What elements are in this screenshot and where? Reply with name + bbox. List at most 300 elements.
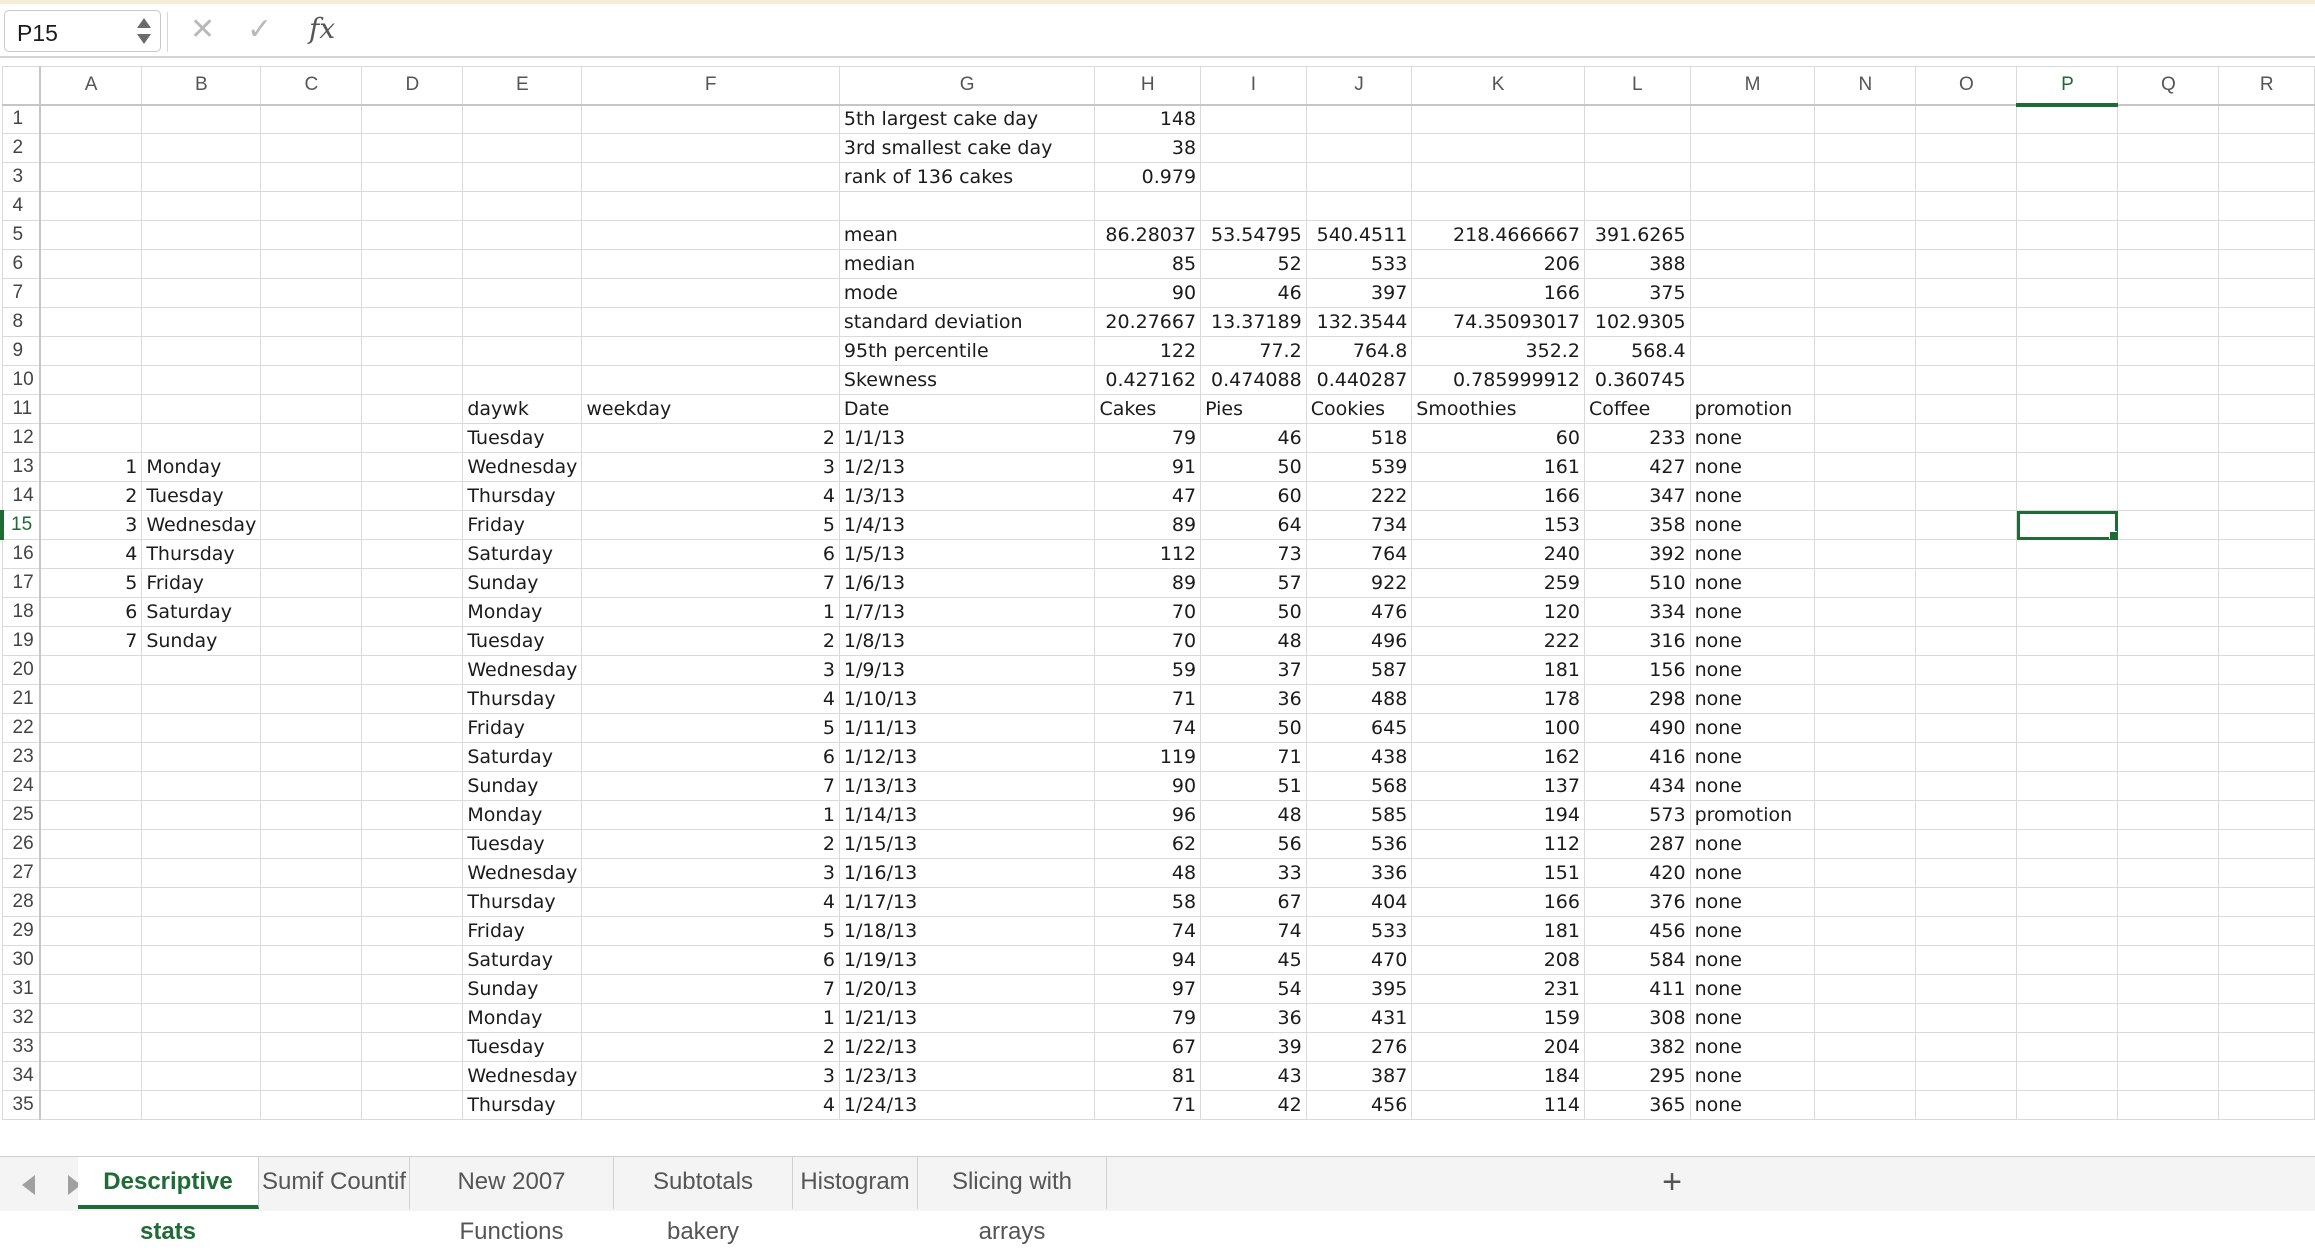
cell-f26[interactable]: 2 <box>582 830 840 859</box>
cell-d8[interactable] <box>362 308 463 337</box>
row-header[interactable]: 8 <box>2 308 40 337</box>
cell-a25[interactable] <box>40 801 142 830</box>
cell-r11[interactable] <box>2219 395 2315 424</box>
cell-d27[interactable] <box>362 859 463 888</box>
cell-g20[interactable]: 1/9/13 <box>839 656 1095 685</box>
cell-h5[interactable]: 86.28037 <box>1095 221 1201 250</box>
cell-c21[interactable] <box>261 685 362 714</box>
cell-q24[interactable] <box>2118 772 2219 801</box>
cell-e23[interactable]: Saturday <box>463 743 582 772</box>
cell-l35[interactable]: 365 <box>1584 1091 1690 1120</box>
cell-p28[interactable] <box>2017 888 2118 917</box>
cell-d28[interactable] <box>362 888 463 917</box>
cell-k18[interactable]: 120 <box>1412 598 1585 627</box>
cell-r21[interactable] <box>2219 685 2315 714</box>
cell-e35[interactable]: Thursday <box>463 1091 582 1120</box>
cell-b23[interactable] <box>142 743 261 772</box>
cell-j7[interactable]: 397 <box>1306 279 1412 308</box>
cell-l31[interactable]: 411 <box>1584 975 1690 1004</box>
cell-d15[interactable] <box>362 511 463 540</box>
cell-b13[interactable]: Monday <box>142 453 261 482</box>
cell-d12[interactable] <box>362 424 463 453</box>
cell-l21[interactable]: 298 <box>1584 685 1690 714</box>
cell-n3[interactable] <box>1815 163 1916 192</box>
cell-b5[interactable] <box>142 221 261 250</box>
cell-k9[interactable]: 352.2 <box>1412 337 1585 366</box>
cell-e18[interactable]: Monday <box>463 598 582 627</box>
cell-c27[interactable] <box>261 859 362 888</box>
row-header[interactable]: 15 <box>2 511 40 540</box>
cell-a16[interactable]: 4 <box>40 540 142 569</box>
cell-d32[interactable] <box>362 1004 463 1033</box>
cell-n6[interactable] <box>1815 250 1916 279</box>
cell-r14[interactable] <box>2219 482 2315 511</box>
cell-l22[interactable]: 490 <box>1584 714 1690 743</box>
cell-k15[interactable]: 153 <box>1412 511 1585 540</box>
cell-c13[interactable] <box>261 453 362 482</box>
cell-q17[interactable] <box>2118 569 2219 598</box>
cell-c18[interactable] <box>261 598 362 627</box>
cell-c20[interactable] <box>261 656 362 685</box>
cell-o6[interactable] <box>1916 250 2017 279</box>
cell-k10[interactable]: 0.785999912 <box>1412 366 1585 395</box>
cell-h35[interactable]: 71 <box>1095 1091 1201 1120</box>
cell-g25[interactable]: 1/14/13 <box>839 801 1095 830</box>
cell-f4[interactable] <box>582 192 840 221</box>
cell-l28[interactable]: 376 <box>1584 888 1690 917</box>
cell-g1[interactable]: 5th largest cake day <box>839 105 1095 134</box>
cell-o19[interactable] <box>1916 627 2017 656</box>
fx-icon[interactable]: fx <box>309 12 336 45</box>
cell-c33[interactable] <box>261 1033 362 1062</box>
cell-i28[interactable]: 67 <box>1201 888 1307 917</box>
cell-f19[interactable]: 2 <box>582 627 840 656</box>
cell-m8[interactable] <box>1690 308 1815 337</box>
cell-h6[interactable]: 85 <box>1095 250 1201 279</box>
cell-n2[interactable] <box>1815 134 1916 163</box>
cell-a6[interactable] <box>40 250 142 279</box>
cell-p3[interactable] <box>2017 163 2118 192</box>
row-header[interactable]: 31 <box>2 975 40 1004</box>
cell-i4[interactable] <box>1201 192 1307 221</box>
cell-a10[interactable] <box>40 366 142 395</box>
cell-m29[interactable]: none <box>1690 917 1815 946</box>
name-box[interactable] <box>4 10 161 52</box>
cell-f7[interactable] <box>582 279 840 308</box>
row-header[interactable]: 25 <box>2 801 40 830</box>
cancel-icon[interactable]: ✕ <box>190 13 216 46</box>
cell-e19[interactable]: Tuesday <box>463 627 582 656</box>
cell-l12[interactable]: 233 <box>1584 424 1690 453</box>
cell-h10[interactable]: 0.427162 <box>1095 366 1201 395</box>
cell-i18[interactable]: 50 <box>1201 598 1307 627</box>
cell-l27[interactable]: 420 <box>1584 859 1690 888</box>
cell-m20[interactable]: none <box>1690 656 1815 685</box>
cell-q15[interactable] <box>2118 511 2219 540</box>
cell-a18[interactable]: 6 <box>40 598 142 627</box>
cell-f29[interactable]: 5 <box>582 917 840 946</box>
cell-c2[interactable] <box>261 134 362 163</box>
cell-h33[interactable]: 67 <box>1095 1033 1201 1062</box>
cell-p25[interactable] <box>2017 801 2118 830</box>
cell-h13[interactable]: 91 <box>1095 453 1201 482</box>
cell-j27[interactable]: 336 <box>1306 859 1412 888</box>
cell-h9[interactable]: 122 <box>1095 337 1201 366</box>
cell-p7[interactable] <box>2017 279 2118 308</box>
cell-i11[interactable]: Pies <box>1201 395 1307 424</box>
cell-n26[interactable] <box>1815 830 1916 859</box>
cell-j4[interactable] <box>1306 192 1412 221</box>
cell-n10[interactable] <box>1815 366 1916 395</box>
cell-i8[interactable]: 13.37189 <box>1201 308 1307 337</box>
cell-r19[interactable] <box>2219 627 2315 656</box>
cell-g22[interactable]: 1/11/13 <box>839 714 1095 743</box>
cell-a27[interactable] <box>40 859 142 888</box>
cell-k19[interactable]: 222 <box>1412 627 1585 656</box>
cell-f13[interactable]: 3 <box>582 453 840 482</box>
cell-i9[interactable]: 77.2 <box>1201 337 1307 366</box>
cell-a21[interactable] <box>40 685 142 714</box>
name-box-stepper[interactable] <box>136 14 152 48</box>
cell-i12[interactable]: 46 <box>1201 424 1307 453</box>
cell-f20[interactable]: 3 <box>582 656 840 685</box>
cell-b31[interactable] <box>142 975 261 1004</box>
cell-f11[interactable]: weekday <box>582 395 840 424</box>
cell-r9[interactable] <box>2219 337 2315 366</box>
cell-l32[interactable]: 308 <box>1584 1004 1690 1033</box>
cell-r33[interactable] <box>2219 1033 2315 1062</box>
cell-f24[interactable]: 7 <box>582 772 840 801</box>
cell-d19[interactable] <box>362 627 463 656</box>
cell-l30[interactable]: 584 <box>1584 946 1690 975</box>
cell-o34[interactable] <box>1916 1062 2017 1091</box>
cell-d13[interactable] <box>362 453 463 482</box>
cell-r12[interactable] <box>2219 424 2315 453</box>
cell-q33[interactable] <box>2118 1033 2219 1062</box>
cell-r4[interactable] <box>2219 192 2315 221</box>
cell-c1[interactable] <box>261 105 362 134</box>
cell-h23[interactable]: 119 <box>1095 743 1201 772</box>
cell-p31[interactable] <box>2017 975 2118 1004</box>
cell-i34[interactable]: 43 <box>1201 1062 1307 1091</box>
cell-j35[interactable]: 456 <box>1306 1091 1412 1120</box>
cell-h27[interactable]: 48 <box>1095 859 1201 888</box>
cell-m3[interactable] <box>1690 163 1815 192</box>
row-header[interactable]: 26 <box>2 830 40 859</box>
cell-a34[interactable] <box>40 1062 142 1091</box>
cell-j12[interactable]: 518 <box>1306 424 1412 453</box>
tab-histogram[interactable]: Histogram <box>793 1157 918 1209</box>
cell-n1[interactable] <box>1815 105 1916 134</box>
cell-i7[interactable]: 46 <box>1201 279 1307 308</box>
cell-k24[interactable]: 137 <box>1412 772 1585 801</box>
cell-b14[interactable]: Tuesday <box>142 482 261 511</box>
cell-m5[interactable] <box>1690 221 1815 250</box>
cell-l2[interactable] <box>1584 134 1690 163</box>
cell-a17[interactable]: 5 <box>40 569 142 598</box>
cell-p33[interactable] <box>2017 1033 2118 1062</box>
cell-g11[interactable]: Date <box>839 395 1095 424</box>
cell-a5[interactable] <box>40 221 142 250</box>
cell-e3[interactable] <box>463 163 582 192</box>
cell-j33[interactable]: 276 <box>1306 1033 1412 1062</box>
cell-i3[interactable] <box>1201 163 1307 192</box>
cell-p1[interactable] <box>2017 105 2118 134</box>
cell-h15[interactable]: 89 <box>1095 511 1201 540</box>
tab-subtotals-bakery[interactable]: Subtotals bakery <box>614 1157 793 1209</box>
cell-d2[interactable] <box>362 134 463 163</box>
cell-d10[interactable] <box>362 366 463 395</box>
cell-c11[interactable] <box>261 395 362 424</box>
cell-e33[interactable]: Tuesday <box>463 1033 582 1062</box>
cell-c12[interactable] <box>261 424 362 453</box>
cell-g10[interactable]: Skewness <box>839 366 1095 395</box>
cell-f3[interactable] <box>582 163 840 192</box>
cell-j26[interactable]: 536 <box>1306 830 1412 859</box>
tab-slicing-with-arrays[interactable]: Slicing with arrays <box>918 1157 1107 1209</box>
row-header[interactable]: 28 <box>2 888 40 917</box>
cell-l23[interactable]: 416 <box>1584 743 1690 772</box>
cell-k22[interactable]: 100 <box>1412 714 1585 743</box>
cell-f28[interactable]: 4 <box>582 888 840 917</box>
cell-d29[interactable] <box>362 917 463 946</box>
formula-input[interactable] <box>352 12 2296 54</box>
cell-e2[interactable] <box>463 134 582 163</box>
cell-o30[interactable] <box>1916 946 2017 975</box>
cell-n19[interactable] <box>1815 627 1916 656</box>
cell-l33[interactable]: 382 <box>1584 1033 1690 1062</box>
cell-e10[interactable] <box>463 366 582 395</box>
cell-b34[interactable] <box>142 1062 261 1091</box>
cell-i29[interactable]: 74 <box>1201 917 1307 946</box>
cell-r13[interactable] <box>2219 453 2315 482</box>
cell-d6[interactable] <box>362 250 463 279</box>
cell-q18[interactable] <box>2118 598 2219 627</box>
cell-p29[interactable] <box>2017 917 2118 946</box>
cell-d24[interactable] <box>362 772 463 801</box>
cell-c25[interactable] <box>261 801 362 830</box>
cell-j15[interactable]: 734 <box>1306 511 1412 540</box>
column-header-p[interactable]: P <box>2017 67 2118 105</box>
cell-i14[interactable]: 60 <box>1201 482 1307 511</box>
cell-a9[interactable] <box>40 337 142 366</box>
cell-b29[interactable] <box>142 917 261 946</box>
cell-q6[interactable] <box>2118 250 2219 279</box>
cell-r15[interactable] <box>2219 511 2315 540</box>
column-header-r[interactable]: R <box>2219 67 2315 105</box>
cell-g27[interactable]: 1/16/13 <box>839 859 1095 888</box>
cell-f18[interactable]: 1 <box>582 598 840 627</box>
cell-f14[interactable]: 4 <box>582 482 840 511</box>
cell-i23[interactable]: 71 <box>1201 743 1307 772</box>
cell-f2[interactable] <box>582 134 840 163</box>
cell-n7[interactable] <box>1815 279 1916 308</box>
cell-r26[interactable] <box>2219 830 2315 859</box>
cell-m11[interactable]: promotion <box>1690 395 1815 424</box>
cell-a2[interactable] <box>40 134 142 163</box>
cell-o28[interactable] <box>1916 888 2017 917</box>
cell-p10[interactable] <box>2017 366 2118 395</box>
cell-f35[interactable]: 4 <box>582 1091 840 1120</box>
cell-h22[interactable]: 74 <box>1095 714 1201 743</box>
cell-d23[interactable] <box>362 743 463 772</box>
cell-c15[interactable] <box>261 511 362 540</box>
cell-r32[interactable] <box>2219 1004 2315 1033</box>
cell-k7[interactable]: 166 <box>1412 279 1585 308</box>
cell-b17[interactable]: Friday <box>142 569 261 598</box>
cell-l14[interactable]: 347 <box>1584 482 1690 511</box>
cell-n32[interactable] <box>1815 1004 1916 1033</box>
cell-a33[interactable] <box>40 1033 142 1062</box>
cell-h30[interactable]: 94 <box>1095 946 1201 975</box>
cell-h28[interactable]: 58 <box>1095 888 1201 917</box>
cell-f1[interactable] <box>582 105 840 134</box>
cell-a20[interactable] <box>40 656 142 685</box>
cell-p32[interactable] <box>2017 1004 2118 1033</box>
cell-q32[interactable] <box>2118 1004 2219 1033</box>
cell-k5[interactable]: 218.4666667 <box>1412 221 1585 250</box>
row-header[interactable]: 12 <box>2 424 40 453</box>
cell-m21[interactable]: none <box>1690 685 1815 714</box>
cell-r18[interactable] <box>2219 598 2315 627</box>
cell-e34[interactable]: Wednesday <box>463 1062 582 1091</box>
cell-k3[interactable] <box>1412 163 1585 192</box>
cell-p23[interactable] <box>2017 743 2118 772</box>
cell-i15[interactable]: 64 <box>1201 511 1307 540</box>
cell-j16[interactable]: 764 <box>1306 540 1412 569</box>
cell-c5[interactable] <box>261 221 362 250</box>
row-header[interactable]: 1 <box>2 105 40 134</box>
cell-a30[interactable] <box>40 946 142 975</box>
cell-e28[interactable]: Thursday <box>463 888 582 917</box>
cell-b25[interactable] <box>142 801 261 830</box>
cell-d35[interactable] <box>362 1091 463 1120</box>
cell-q14[interactable] <box>2118 482 2219 511</box>
cell-b28[interactable] <box>142 888 261 917</box>
cell-d4[interactable] <box>362 192 463 221</box>
cell-o3[interactable] <box>1916 163 2017 192</box>
cell-f6[interactable] <box>582 250 840 279</box>
cell-p11[interactable] <box>2017 395 2118 424</box>
cell-q23[interactable] <box>2118 743 2219 772</box>
cell-g6[interactable]: median <box>839 250 1095 279</box>
row-header[interactable]: 9 <box>2 337 40 366</box>
tab-sumif-countif[interactable]: Sumif Countif <box>259 1157 410 1209</box>
cell-b10[interactable] <box>142 366 261 395</box>
cell-q20[interactable] <box>2118 656 2219 685</box>
row-header[interactable]: 29 <box>2 917 40 946</box>
cell-b15[interactable]: Wednesday <box>142 511 261 540</box>
cell-p34[interactable] <box>2017 1062 2118 1091</box>
cell-e15[interactable]: Friday <box>463 511 582 540</box>
cell-l18[interactable]: 334 <box>1584 598 1690 627</box>
column-header-i[interactable]: I <box>1201 67 1307 105</box>
cell-b26[interactable] <box>142 830 261 859</box>
cell-b1[interactable] <box>142 105 261 134</box>
cell-l17[interactable]: 510 <box>1584 569 1690 598</box>
cell-o22[interactable] <box>1916 714 2017 743</box>
cell-n27[interactable] <box>1815 859 1916 888</box>
cell-p24[interactable] <box>2017 772 2118 801</box>
cell-m24[interactable]: none <box>1690 772 1815 801</box>
cell-e30[interactable]: Saturday <box>463 946 582 975</box>
cell-j32[interactable]: 431 <box>1306 1004 1412 1033</box>
cell-o8[interactable] <box>1916 308 2017 337</box>
cell-h14[interactable]: 47 <box>1095 482 1201 511</box>
cell-m33[interactable]: none <box>1690 1033 1815 1062</box>
row-header[interactable]: 30 <box>2 946 40 975</box>
cell-n12[interactable] <box>1815 424 1916 453</box>
chevron-down-icon[interactable] <box>137 34 151 44</box>
cell-h7[interactable]: 90 <box>1095 279 1201 308</box>
cell-d20[interactable] <box>362 656 463 685</box>
cell-n25[interactable] <box>1815 801 1916 830</box>
cell-c32[interactable] <box>261 1004 362 1033</box>
cell-o23[interactable] <box>1916 743 2017 772</box>
cell-p15[interactable] <box>2017 511 2118 540</box>
cell-e7[interactable] <box>463 279 582 308</box>
cell-h29[interactable]: 74 <box>1095 917 1201 946</box>
cell-g30[interactable]: 1/19/13 <box>839 946 1095 975</box>
cell-i27[interactable]: 33 <box>1201 859 1307 888</box>
cell-b2[interactable] <box>142 134 261 163</box>
cell-d1[interactable] <box>362 105 463 134</box>
cell-q9[interactable] <box>2118 337 2219 366</box>
cell-r5[interactable] <box>2219 221 2315 250</box>
cell-m13[interactable]: none <box>1690 453 1815 482</box>
cell-k14[interactable]: 166 <box>1412 482 1585 511</box>
cell-o25[interactable] <box>1916 801 2017 830</box>
cell-f9[interactable] <box>582 337 840 366</box>
cell-m6[interactable] <box>1690 250 1815 279</box>
cell-q7[interactable] <box>2118 279 2219 308</box>
cell-j8[interactable]: 132.3544 <box>1306 308 1412 337</box>
cell-g19[interactable]: 1/8/13 <box>839 627 1095 656</box>
cell-p6[interactable] <box>2017 250 2118 279</box>
cell-q2[interactable] <box>2118 134 2219 163</box>
cell-n28[interactable] <box>1815 888 1916 917</box>
cell-f30[interactable]: 6 <box>582 946 840 975</box>
cell-e27[interactable]: Wednesday <box>463 859 582 888</box>
cell-d30[interactable] <box>362 946 463 975</box>
cell-j11[interactable]: Cookies <box>1306 395 1412 424</box>
row-header[interactable]: 24 <box>2 772 40 801</box>
cell-n14[interactable] <box>1815 482 1916 511</box>
check-icon[interactable]: ✓ <box>247 13 273 46</box>
cell-c6[interactable] <box>261 250 362 279</box>
cell-p16[interactable] <box>2017 540 2118 569</box>
cell-h11[interactable]: Cakes <box>1095 395 1201 424</box>
cell-r20[interactable] <box>2219 656 2315 685</box>
cell-c31[interactable] <box>261 975 362 1004</box>
cell-d25[interactable] <box>362 801 463 830</box>
tab-scroll-left-icon[interactable] <box>22 1175 35 1195</box>
cell-j24[interactable]: 568 <box>1306 772 1412 801</box>
cell-q1[interactable] <box>2118 105 2219 134</box>
cell-n11[interactable] <box>1815 395 1916 424</box>
cell-o20[interactable] <box>1916 656 2017 685</box>
cell-a26[interactable] <box>40 830 142 859</box>
cell-j30[interactable]: 470 <box>1306 946 1412 975</box>
cell-h32[interactable]: 79 <box>1095 1004 1201 1033</box>
cell-l3[interactable] <box>1584 163 1690 192</box>
cell-j31[interactable]: 395 <box>1306 975 1412 1004</box>
cell-r29[interactable] <box>2219 917 2315 946</box>
cell-q35[interactable] <box>2118 1091 2219 1120</box>
cell-g29[interactable]: 1/18/13 <box>839 917 1095 946</box>
cell-a35[interactable] <box>40 1091 142 1120</box>
cell-j2[interactable] <box>1306 134 1412 163</box>
